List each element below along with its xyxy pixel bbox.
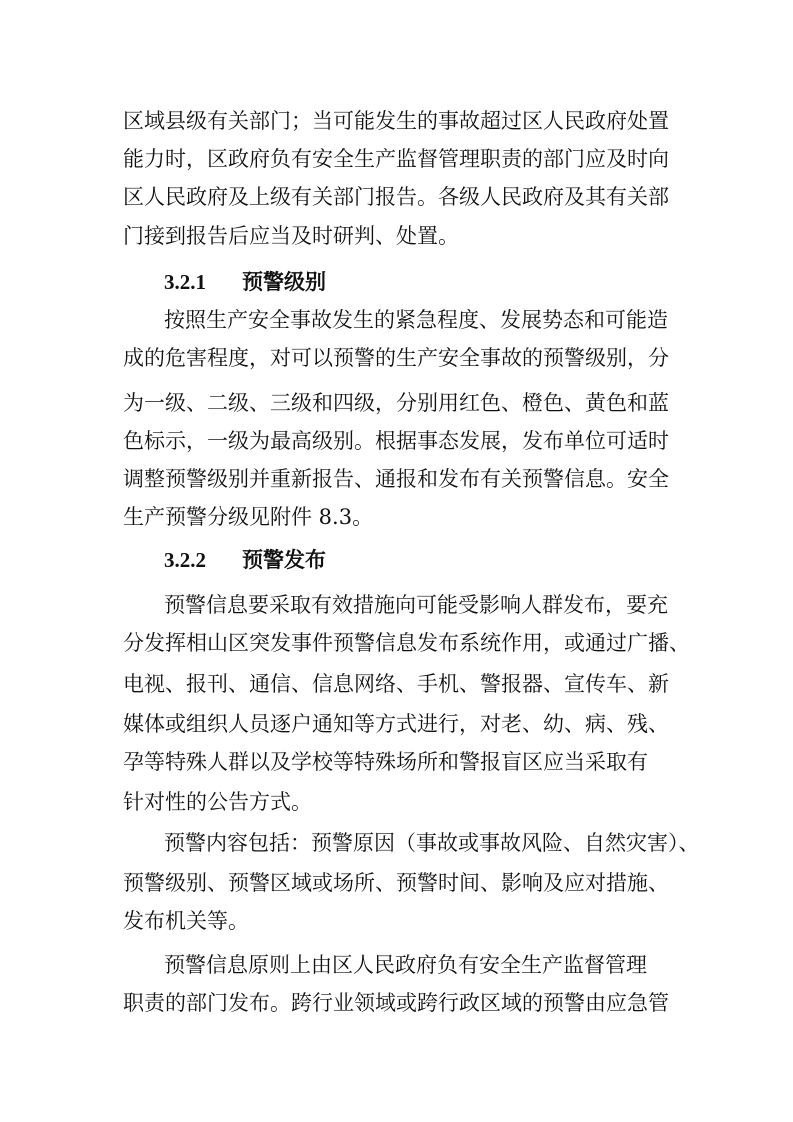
section-title: 预警级别 — [242, 269, 326, 294]
body-text-line: 针对性的公告方式。 — [123, 790, 312, 814]
body-text-line: 预警内容包括：预警原因（事故或事故风险、自然灾害）、 — [164, 831, 700, 855]
section-heading-3-2-2 — [164, 540, 724, 580]
body-text-line: 发布机关等。 — [123, 909, 249, 933]
body-text-line: 生产预警分级见附件 8.3。 — [123, 505, 374, 529]
body-text-line: 预警级别、预警区域或场所、预警时间、影响及应对措施、 — [123, 871, 669, 895]
body-text-line: 媒体或组织人员逐户通知等方式进行，对老、幼、病、残、 — [123, 712, 669, 736]
body-text-line: 职责的部门发布。跨行业领域或跨行政区域的预警由应急管 — [123, 991, 669, 1015]
body-text-line: 预警信息要采取有效措施向可能受影响人群发布，要充 — [164, 593, 668, 617]
body-text-line: 成的危害程度，对可以预警的生产安全事故的预警级别，分 — [123, 346, 669, 370]
body-text-line: 为一级、二级、三级和四级，分别用红色、橙色、黄色和蓝 — [123, 391, 669, 415]
section-heading-3-2-1 — [164, 262, 724, 302]
body-text-line: 预警信息原则上由区人民政府负有安全生产监督管理 — [164, 953, 647, 977]
body-text-line: 电视、报刊、通信、信息网络、手机、警报器、宣传车、新 — [123, 672, 669, 696]
body-text-line: 调整预警级别并重新报告、通报和发布有关预警信息。安全 — [123, 467, 669, 491]
section-number: 3.2.2 — [164, 548, 206, 572]
body-text-line: 按照生产安全事故发生的紧急程度、发展势态和可能造 — [164, 308, 668, 332]
section-number: 3.2.1 — [164, 270, 206, 294]
body-text-line: 色标示，一级为最高级别。根据事态发展，发布单位可适时 — [123, 429, 669, 453]
body-text-line: 分发挥相山区突发事件预警信息发布系统作用，或通过广播、 — [123, 631, 690, 655]
body-text-line: 孕等特殊人群以及学校等特殊场所和警报盲区应当采取有 — [123, 750, 648, 774]
body-text-line: 门接到报告后应当及时研判、处置。 — [123, 224, 459, 248]
body-text-line: 区域县级有关部门；当可能发生的事故超过区人民政府处置 — [123, 109, 669, 133]
body-text-line: 能力时，区政府负有安全生产监督管理职责的部门应及时向 — [123, 147, 669, 171]
body-text-line: 区人民政府及上级有关部门报告。各级人民政府及其有关部 — [123, 185, 669, 209]
section-title: 预警发布 — [242, 547, 326, 572]
